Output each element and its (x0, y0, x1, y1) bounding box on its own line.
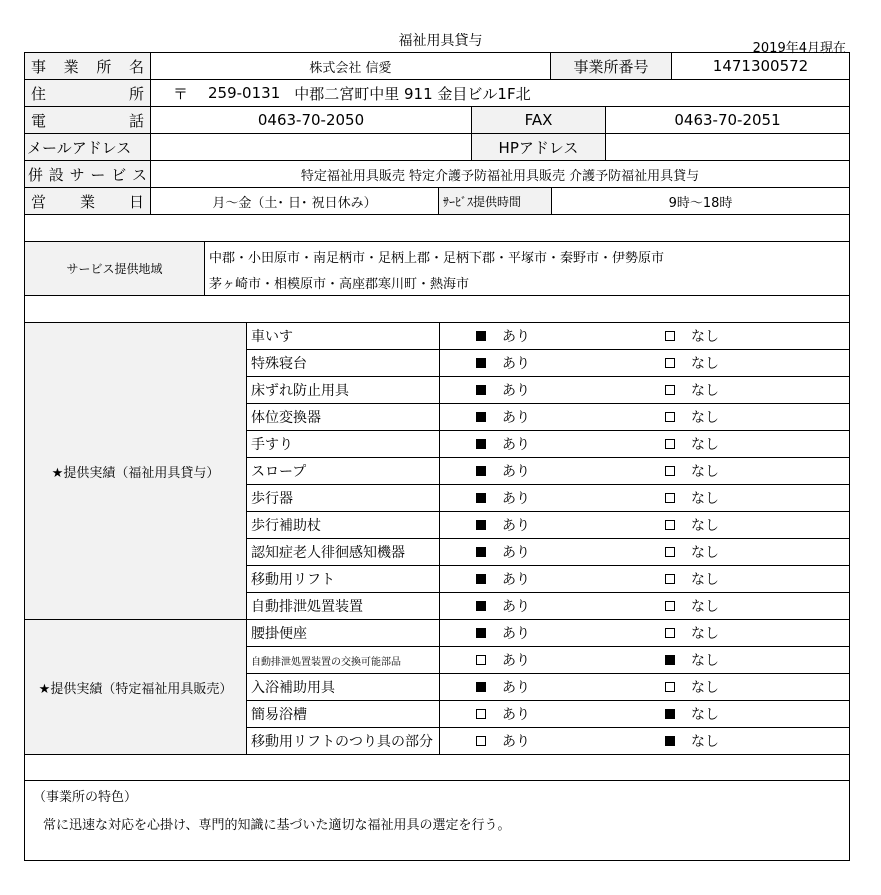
unchecked-box-icon (665, 358, 675, 368)
checked-box-icon (665, 655, 675, 665)
phone-row (25, 107, 849, 134)
unchecked-box-icon (665, 682, 675, 692)
equipment-row (247, 539, 849, 566)
postal-code: 259-0131 (208, 84, 281, 102)
option-yes-label: あり (502, 734, 530, 750)
service-hours-label: ｻｰﾋﾞｽ提供時間 (438, 188, 551, 214)
option-yes-label: あり (502, 626, 530, 642)
equipment-row (247, 404, 849, 431)
option-no-label: なし (691, 653, 719, 669)
service-area-row (25, 242, 849, 296)
equipment-name: 手すり (251, 437, 293, 453)
unchecked-box-icon (665, 466, 675, 476)
option-yes-label: あり (502, 545, 530, 561)
equipment-name: 歩行器 (251, 491, 293, 507)
option-no (439, 728, 849, 754)
business-days-row (25, 188, 849, 215)
office-name-row (25, 53, 849, 80)
option-no-label: なし (691, 329, 719, 345)
option-no-label: なし (691, 734, 719, 750)
service-area-line-2: 茅ヶ崎市・相模原市・高座郡寒川町・熱海市 (209, 277, 470, 292)
service-hours-value: 9時～18時 (551, 188, 849, 214)
fax-value: 0463-70-2051 (605, 107, 849, 133)
equipment-name: 腰掛便座 (251, 626, 307, 642)
spacer-row (25, 755, 849, 781)
option-yes-label: あり (502, 518, 530, 534)
equipment-row (247, 485, 849, 512)
equipment-row (247, 323, 849, 350)
features-section (25, 781, 849, 860)
option-no-label: なし (691, 680, 719, 696)
equipment-name: 車いす (251, 329, 293, 345)
hp-label: HPアドレス (471, 134, 605, 160)
equipment-row (247, 647, 849, 674)
info-sheet (24, 52, 850, 861)
office-name-label: 事 業 所 名 (25, 53, 150, 79)
business-days-value: 月～金（土･ 日･ 祝日休み） (150, 188, 438, 214)
option-no (439, 350, 849, 376)
office-number-value: 1471300572 (671, 53, 849, 79)
option-no (439, 620, 849, 646)
rental-group-label: ★提供実績（福祉用具貸与） (25, 323, 247, 620)
equipment-row (247, 512, 849, 539)
option-no-label: なし (691, 410, 719, 426)
email-row (25, 134, 849, 161)
services-value: 特定福祉用具販売 特定介護予防福祉用具販売 介護予防福祉用具貸与 (150, 161, 849, 187)
option-no (439, 377, 849, 403)
option-yes-label: あり (502, 410, 530, 426)
fax-label: FAX (471, 107, 605, 133)
option-no (439, 647, 849, 673)
option-no-label: なし (691, 599, 719, 615)
equipment-name: 体位変換器 (251, 410, 321, 426)
email-label: メールアドレス (25, 134, 150, 160)
features-text: 常に迅速な対応を心掛け、専門的知識に基づいた適切な福祉用具の選定を行う。 (43, 818, 511, 833)
equipment-row (247, 593, 849, 620)
equipment-row (247, 674, 849, 701)
option-yes-label: あり (502, 572, 530, 588)
option-yes-label: あり (502, 383, 530, 399)
services-label: 併 設 サ ー ビ ス (25, 161, 150, 187)
equipment-row (247, 728, 849, 755)
unchecked-box-icon (665, 412, 675, 422)
option-no (439, 404, 849, 430)
equipment-row (247, 350, 849, 377)
address-text: 中郡二宮町中里 911 金目ビル1F北 (294, 84, 531, 103)
equipment-row (247, 431, 849, 458)
unchecked-box-icon (665, 439, 675, 449)
equipment-name: スロープ (251, 464, 307, 480)
option-yes-label: あり (502, 437, 530, 453)
equipment-name: 入浴補助用具 (251, 680, 335, 696)
option-no (439, 323, 849, 349)
option-no (439, 485, 849, 511)
option-no-label: なし (691, 545, 719, 561)
phone-label: 電 話 (25, 107, 150, 133)
option-no-label: なし (691, 626, 719, 642)
option-yes-label: あり (502, 599, 530, 615)
address-row (25, 80, 849, 107)
option-no (439, 539, 849, 565)
option-no (439, 512, 849, 538)
option-yes-label: あり (502, 653, 530, 669)
option-no (439, 593, 849, 619)
sales-group-label: ★提供実績（特定福祉用具販売） (25, 620, 247, 755)
equipment-name: 床ずれ防止用具 (251, 383, 349, 399)
equipment-name: 移動用リフト (251, 572, 335, 588)
option-yes-label: あり (502, 329, 530, 345)
equipment-row (247, 458, 849, 485)
checked-box-icon (665, 709, 675, 719)
option-yes-label: あり (502, 356, 530, 372)
address-label: 住 所 (25, 80, 150, 106)
equipment-name: 特殊寝台 (251, 356, 307, 372)
option-no-label: なし (691, 464, 719, 480)
option-no (439, 431, 849, 457)
option-no-label: なし (691, 437, 719, 453)
option-no (439, 674, 849, 700)
option-no-label: なし (691, 383, 719, 399)
equipment-row (247, 620, 849, 647)
option-no-label: なし (691, 356, 719, 372)
equipment-name: 移動用リフトのつり具の部分 (251, 734, 433, 750)
equipment-name: 認知症老人徘徊感知機器 (251, 545, 405, 561)
option-yes-label: あり (502, 680, 530, 696)
equipment-row (247, 566, 849, 593)
features-heading: （事業所の特色） (33, 790, 138, 805)
checked-box-icon (665, 736, 675, 746)
option-no (439, 566, 849, 592)
services-row (25, 161, 849, 188)
service-area-line-1: 中郡・小田原市・南足柄市・足柄上郡・足柄下郡・平塚市・秦野市・伊勢原市 (209, 251, 665, 266)
service-area-value (209, 246, 664, 298)
equipment-name: 歩行補助杖 (251, 518, 321, 534)
as-of-date: 2019年4月現在 (752, 41, 846, 56)
option-no-label: なし (691, 518, 719, 534)
spacer-row (25, 296, 849, 323)
equipment-name: 自動排泄処置装置 (251, 599, 363, 615)
unchecked-box-icon (665, 493, 675, 503)
option-yes-label: あり (502, 491, 530, 507)
address-value (150, 80, 849, 106)
business-days-label: 営 業 日 (25, 188, 150, 214)
equipment-name: 簡易浴槽 (251, 707, 307, 723)
unchecked-box-icon (665, 601, 675, 611)
option-no (439, 701, 849, 727)
option-no-label: なし (691, 572, 719, 588)
office-name-value: 株式会社 信愛 (150, 53, 550, 79)
service-area-label: サービス提供地域 (25, 242, 205, 295)
email-value (150, 134, 471, 160)
equipment-row (247, 377, 849, 404)
office-number-label: 事業所番号 (550, 53, 671, 79)
document-title: 福祉用具貸与 (398, 33, 483, 49)
option-no-label: なし (691, 707, 719, 723)
unchecked-box-icon (665, 385, 675, 395)
option-yes-label: あり (502, 464, 530, 480)
option-yes-label: あり (502, 707, 530, 723)
spacer-row (25, 215, 849, 242)
postal-mark: 〒 (173, 84, 189, 103)
unchecked-box-icon (665, 331, 675, 341)
unchecked-box-icon (665, 628, 675, 638)
unchecked-box-icon (665, 574, 675, 584)
hp-value (605, 134, 849, 160)
unchecked-box-icon (665, 520, 675, 530)
phone-value: 0463-70-2050 (150, 107, 471, 133)
equipment-name: 自動排泄処置装置の交換可能部品 (251, 656, 401, 668)
equipment-row (247, 701, 849, 728)
option-no-label: なし (691, 491, 719, 507)
option-no (439, 458, 849, 484)
unchecked-box-icon (665, 547, 675, 557)
